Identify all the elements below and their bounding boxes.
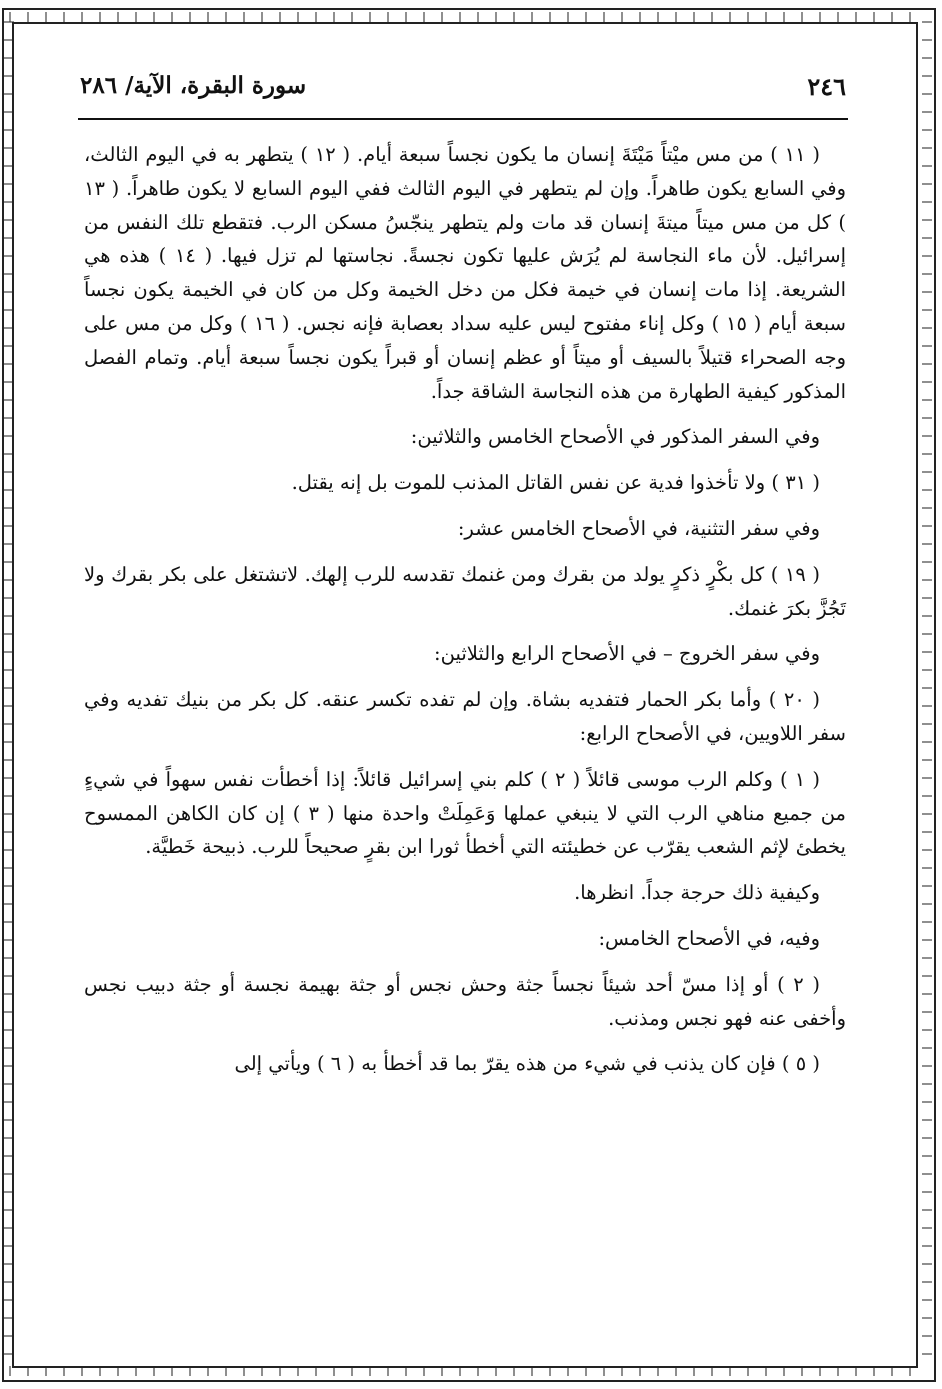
paragraph-intro-numbers-35: وفي السفر المذكور في الأصحاح الخامس والثلاثين: xyxy=(410,425,820,449)
running-title: سورة البقرة، الآية/ ٢٨٦ xyxy=(80,72,307,99)
paragraph-deuteronomy-15-19: ( ١٩ ) كل بكْرٍ ذكرٍ يولد من بقرك ومن غنمك تقدسه للرب إلهك. لاتشتغل على بكر بقرك ولا تَجُزَّ بكرَ غنمك. xyxy=(84,562,846,620)
header-divider xyxy=(78,118,848,120)
paragraph-exodus-34-20: ( ٢٠ ) وأما بكر الحمار فتفديه بشاة. وإن لم تفده تكسر عنقه. كل بكر من بنيك تفديه وفي سفر اللاويين، في الأصحاح الرابع: xyxy=(84,688,846,745)
paragraph-leviticus-5-2: ( ٢ ) أو إذا مسّ أحد شيئاً نجساً جثة وحش نجس أو جثة بهيمة نجسة أو جثة دبيب نجس وأخفى عنه فهو نجس ومذنب. xyxy=(84,972,846,1030)
paragraph-note: وكيفية ذلك حرجة جداً. انظرها. xyxy=(574,881,820,905)
paragraph-intro-leviticus-5: وفيه، في الأصحاح الخامس: xyxy=(598,926,820,950)
page-header xyxy=(80,72,846,112)
paragraph-leviticus-5-5: ( ٥ ) فإن كان يذنب في شيء من هذه يقرّ بما قد أخطأ به ( ٦ ) ويأتي إلى xyxy=(234,1052,820,1076)
page-number: ٢٤٦ xyxy=(807,72,846,101)
page-body xyxy=(84,138,846,1093)
paragraph-intro-deuteronomy-15: وفي سفر التثنية، في الأصحاح الخامس عشر: xyxy=(457,516,820,540)
paragraph-intro-exodus-34: وفي سفر الخروج – في الأصحاح الرابع والثلاثين: xyxy=(434,642,820,666)
paragraph-numbers-35-31: ( ٣١ ) ولا تأخذوا فدية عن نفس القاتل المذنب للموت بل إنه يقتل. xyxy=(291,471,820,495)
paragraph-numbers-19: ( ١١ ) من مس ميْتاً مَيْتَةَ إنسان ما يكون نجساً سبعة أيام. ( ١٢ ) يتطهر به في اليوم الثالث، وفي السابع يكون طاهراً. وإن لم يتطهر في اليوم الثالث ففي اليوم السابع لا يكون طاهراً. ( ١٣ ) كل من مس ميتاً ميتةَ إنسان قد مات ولم يتطهر ينجّسُ مسكن الرب. فتقطع تلك النفس من إسرائيل. لأن ماء النجاسة لم يُرَش عليها تكون نجسةً. نجاستها لم تزل فيها. ( ١٤ ) هذه هي الشريعة. إذا مات إنسان في خيمة فكل من دخل الخيمة وكل من كان في الخيمة يكون نجساً سبعة أيام ( ١٥ ) وكل إناء مفتوح ليس عليه سداد بعصابة فإنه نجس. ( ١٦ ) وكل من مس على وجه الصحراء قتيلاً بالسيف أو ميتاً أو عظم إنسان أو قبراً يكون نجساً سبعة أيام. وتمام الفصل المذكور كيفية الطهارة من هذه النجاسة الشاقة جداً. xyxy=(84,143,846,403)
paragraph-leviticus-4: ( ١ ) وكلم الرب موسى قائلاً ( ٢ ) كلم بني إسرائيل قائلاً: إذا أخطأت نفس سهواً في شيءٍ من جميع مناهي الرب التي لا ينبغي عملها وَعَمِلَتْ واحدة منها ( ٣ ) إن كان الكاهن الممسوح يخطئ لإثم الشعب يقرّب عن خطيئته التي أخطأ ثورا ابن بقرٍ صحيحاً للرب. ذبيحة خَطيَّة. xyxy=(84,767,847,859)
